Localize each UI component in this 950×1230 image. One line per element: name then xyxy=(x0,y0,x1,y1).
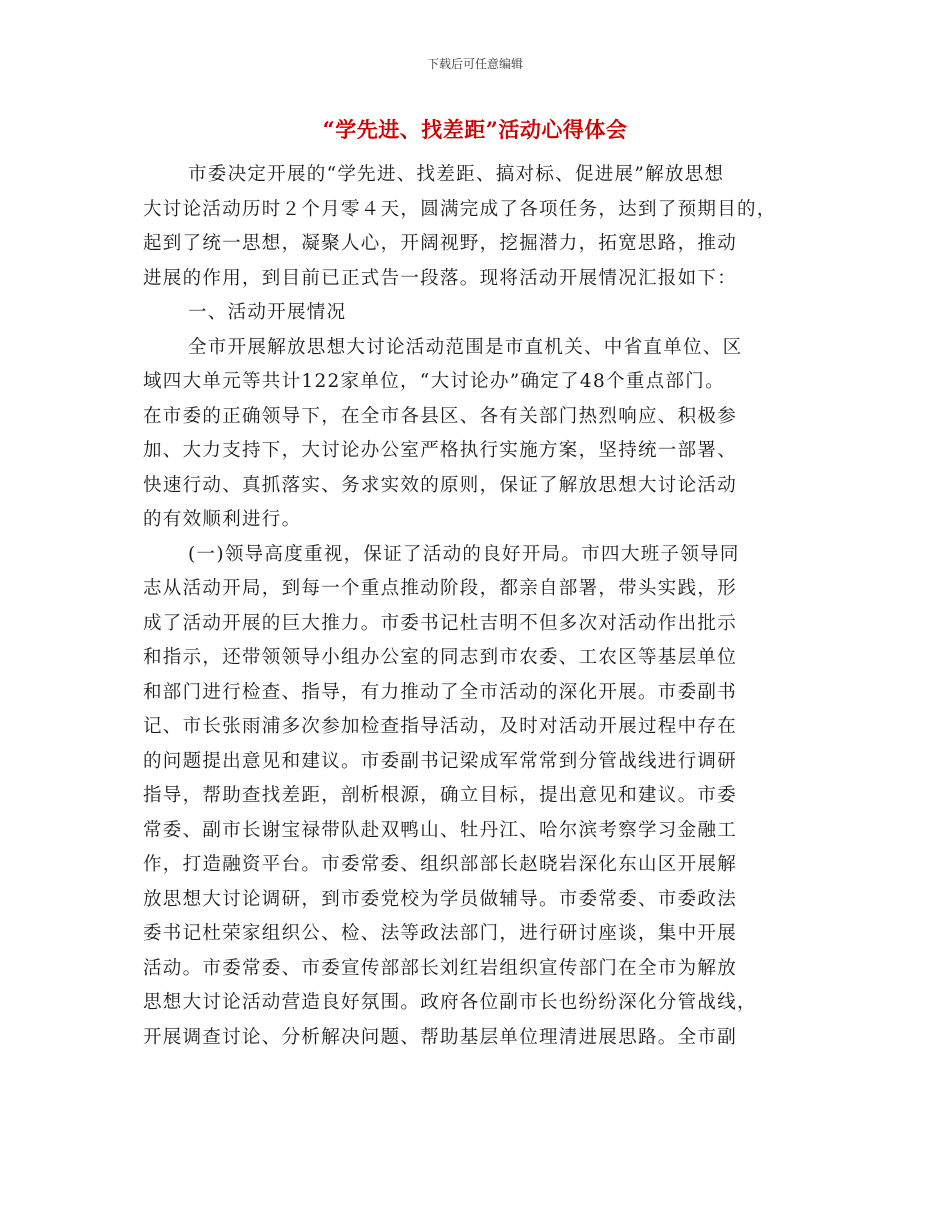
document-title: “学先进、找差距”活动心得体会 xyxy=(322,117,628,142)
text-line: 大讨论活动历时２个月零４天，圆满完成了各项任务，达到了预期目的， xyxy=(143,198,777,220)
text-line: 委书记杜荣家组织公、检、法等政法部门，进行研讨座谈，集中开展 xyxy=(143,923,738,944)
text-line: 和指示，还带领领导小组办公室的同志到市农委、工农区等基层单位 xyxy=(143,647,738,668)
text-line: 思想大讨论活动营造良好氛围。政府各位副市长也纷纷深化分管战线， xyxy=(143,992,757,1013)
text-line: 加、大力支持下，大讨论办公室严格执行实施方案，坚持统一部署、 xyxy=(143,440,738,461)
text-line: 记、市长张雨浦多次参加检查指导活动，及时对活动开展过程中存在 xyxy=(143,716,738,737)
text-line: 起到了统一思想，凝聚人心，开阔视野，挖掘潜力，拓宽思路，推动 xyxy=(143,233,738,254)
text-line: 作，打造融资平台。市委常委、组织部部长赵晓岩深化东山区开展解 xyxy=(143,854,738,875)
text-line: 志从活动开局，到每一个重点推动阶段，都亲自部署，带头实践，形 xyxy=(143,578,738,599)
text-line: 常委、副市长谢宝禄带队赴双鸭山、牡丹江、哈尔滨考察学习金融工 xyxy=(143,819,738,841)
text-line: 进展的作用，到目前已正式告一段落。现将活动开展情况汇报如下： xyxy=(143,267,738,289)
text-line: 在市委的正确领导下，在全市各县区、各有关部门热烈响应、积极参 xyxy=(143,405,738,427)
text-line: 域四大单元等共计122家单位，“大讨论办”确定了48个重点部门。 xyxy=(143,371,725,392)
text-line: 和部门进行检查、指导，有力推动了全市活动的深化开展。市委副书 xyxy=(143,681,738,703)
text-line: 市委决定开展的“学先进、找差距、搞对标、促进展”解放思想 xyxy=(188,164,725,185)
text-line: 成了活动开展的巨大推力。市委书记杜吉明不但多次对活动作出批示 xyxy=(143,612,738,634)
text-line: 的问题提出意见和建议。市委副书记梁成军常常到分管战线进行调研 xyxy=(143,750,738,772)
text-line: 的有效顺利进行。 xyxy=(143,509,302,530)
text-line: 快速行动、真抓落实、务求实效的原则，保证了解放思想大讨论活动 xyxy=(143,474,738,496)
text-line: 开展调查讨论、分析解决问题、帮助基层单位理清进展思路。全市副 xyxy=(143,1026,738,1048)
text-line: 活动。市委常委、市委宣传部部长刘红岩组织宣传部门在全市为解放 xyxy=(143,957,738,979)
text-line: 指导，帮助查找差距，剖析根源，确立目标，提出意见和建议。市委 xyxy=(143,785,738,806)
text-line: 一、活动开展情况 xyxy=(188,302,347,323)
text-line: (一)领导高度重视，保证了活动的良好开局。市四大班子领导同 xyxy=(188,543,740,565)
document-body xyxy=(143,158,803,1055)
text-line: 全市开展解放思想大讨论活动范围是市直机关、中省直单位、区 xyxy=(188,336,743,358)
text-line: 放思想大讨论调研，到市委党校为学员做辅导。市委常委、市委政法 xyxy=(143,888,738,910)
header-note: 下载后可任意编辑 xyxy=(426,57,523,71)
